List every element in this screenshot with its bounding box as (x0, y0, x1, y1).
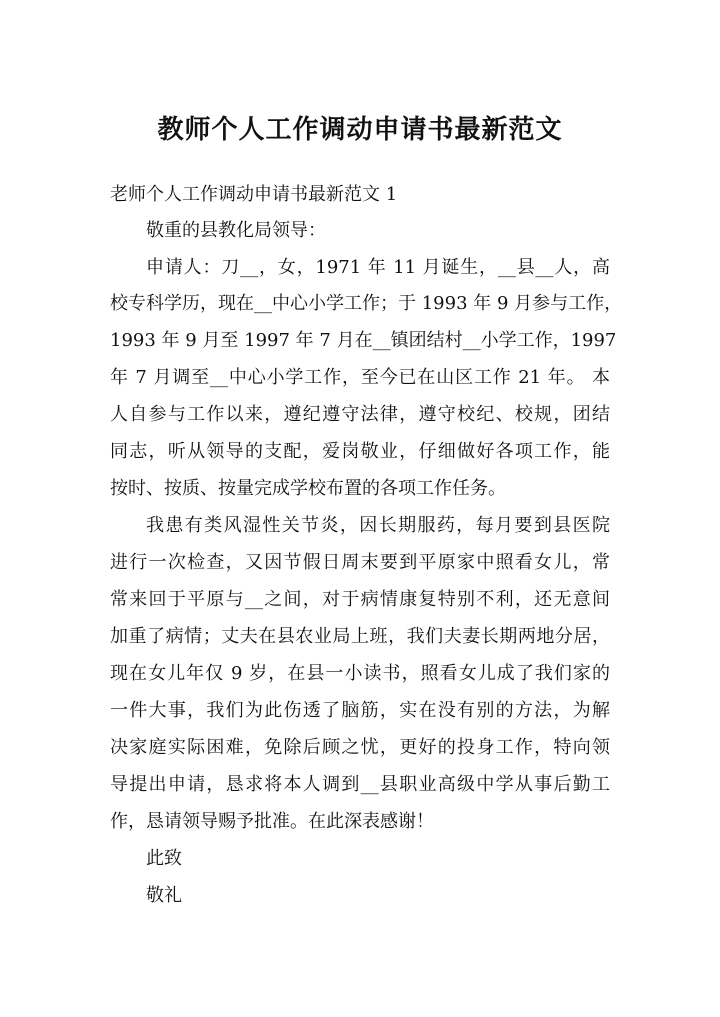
body-line: 按时、按质、按量完成学校布置的各项工作任务。 (110, 478, 506, 499)
closing-line-2: 敬礼 (146, 885, 182, 906)
body-line: 一件大事，我们为此伤透了脑筋，实在没有别的方法，为解 (110, 700, 610, 721)
body-line: 现在女儿年仅 9 岁，在县一小读书，照看女儿成了我们家的 (110, 663, 610, 684)
body-line: 决家庭实际困难，免除后顾之忧，更好的投身工作，特向领 (110, 737, 610, 758)
body-line: 导提出申请，恳求将本人调到__县职业高级中学从事后勤工 (110, 774, 610, 795)
body-line: 我患有类风湿性关节炎，因长期服药，每月要到县医院 (146, 515, 610, 536)
body-line: 申请人：刀__，女，1971 年 11 月诞生，__县__人，高 (146, 257, 610, 278)
body-line: 常来回于平原与__之间，对于病情康复特别不利，还无意间 (110, 589, 610, 610)
body-line: 作，恳请领导赐予批准。在此深表感谢！ (110, 811, 434, 832)
body-line: 1993 年 9 月至 1997 年 7 月在__镇团结村__小学工作，1997 (110, 330, 617, 351)
body-line: 进行一次检查，又因节假日周末要到平原家中照看女儿，常 (110, 552, 610, 573)
body-line: 年 7 月调至__中心小学工作，至今已在山区工作 21 年。 本 (110, 367, 610, 388)
document-subtitle: 老师个人工作调动申请书最新范文 1 (110, 184, 398, 205)
body-line: 加重了病情；丈夫在县农业局上班，我们夫妻长期两地分居， (110, 626, 610, 647)
body-line: 同志，听从领导的支配，爱岗敬业，仔细做好各项工作，能 (110, 441, 610, 462)
body-line: 校专科学历，现在__中心小学工作；于 1993 年 9 月参与工作， (110, 293, 623, 314)
body-line: 人自参与工作以来，遵纪遵守法律，遵守校纪、校规，团结 (110, 404, 610, 425)
document-title: 教师个人工作调动申请书最新范文 (157, 115, 563, 145)
salutation: 敬重的县教化局领导： (146, 220, 326, 241)
closing-line-1: 此致 (146, 848, 182, 869)
